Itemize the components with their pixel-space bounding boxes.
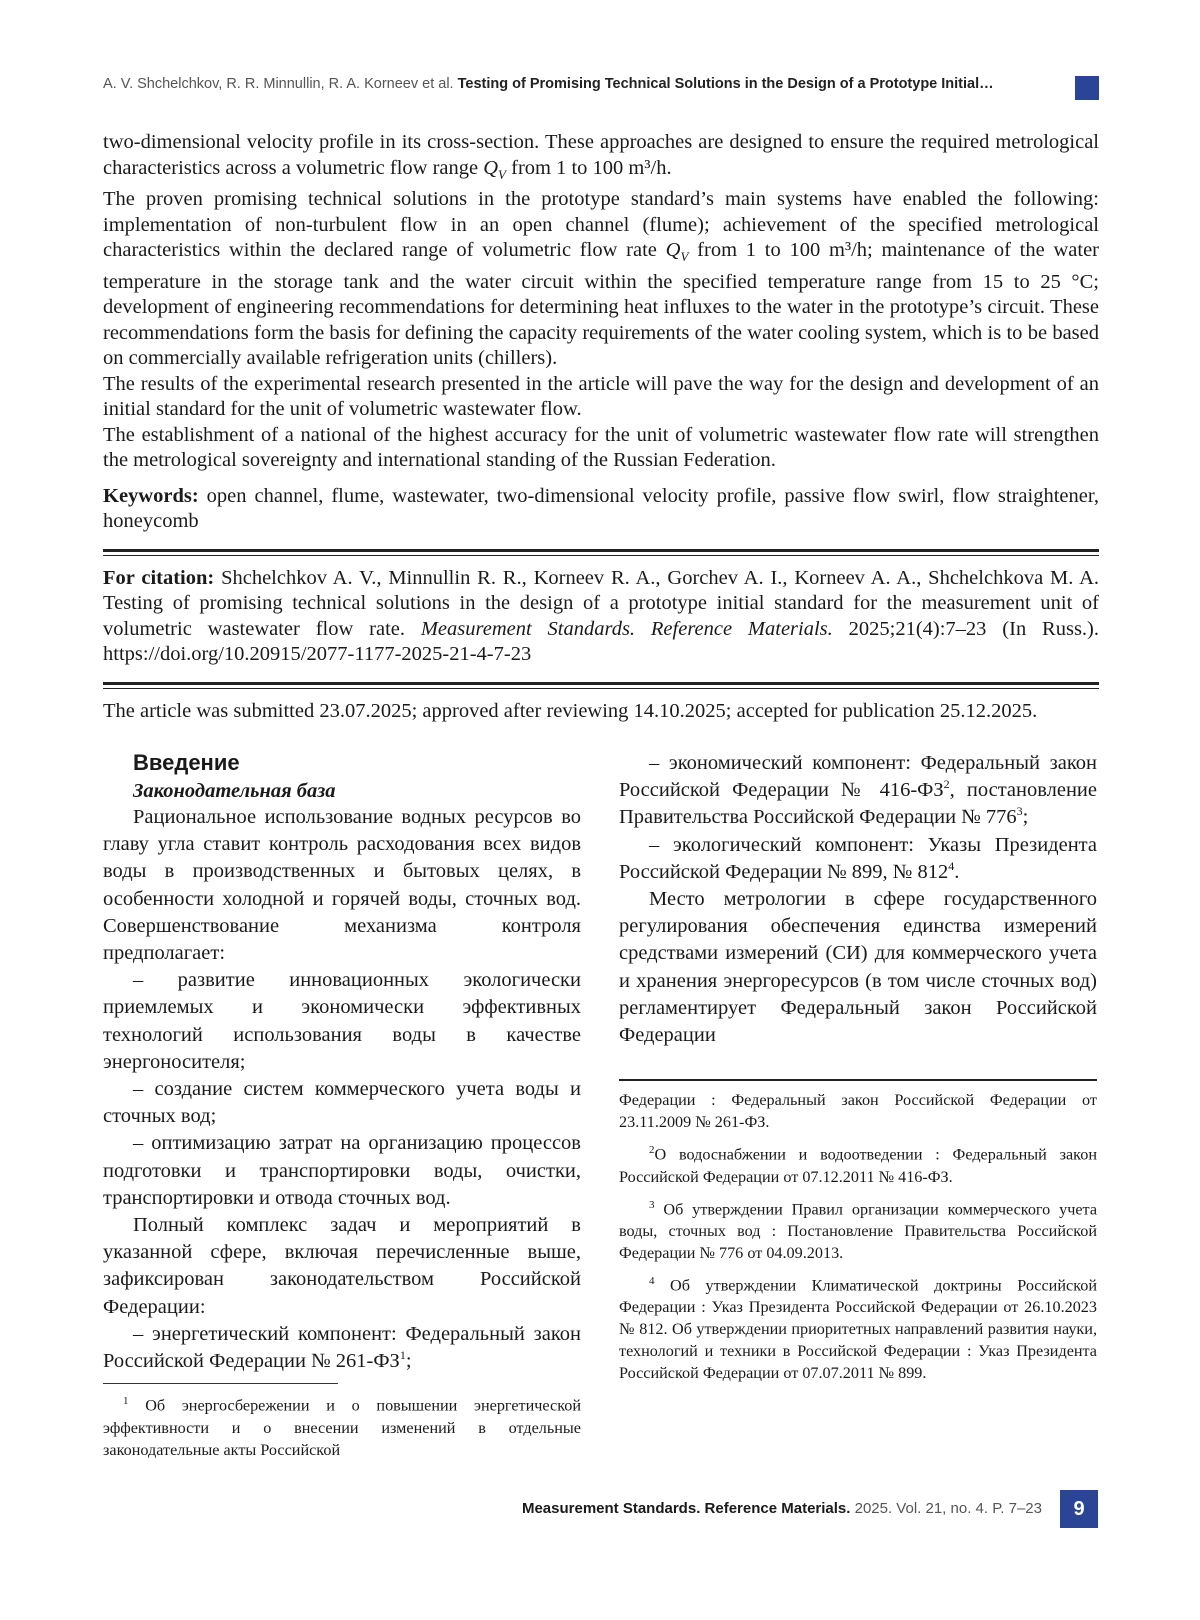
footnote-3: $^3$ Об утверждении Правил организации коммерческого учета воды, сточных вод : Постановление Правительства Российской Федерации № 776 от 04.09.2013. [619, 1198, 1097, 1263]
footnote-ref: 2 [943, 777, 950, 792]
page-number: 9 [1060, 1490, 1098, 1528]
abstract-paragraph-3: The results of the experimental research presented in the article will pave the way for the design and development of an initial standard for the unit of volumetric wastewater flow. [103, 372, 1099, 421]
subsection-heading: Законодательная база [133, 780, 336, 802]
abstract-paragraph-1: two-dimensional velocity profile in its cross-section. These approaches are designed to ensure the required metrological characteristics across a volumetric flow range $Q_V$ from 1 to 100 m³/h. [103, 131, 1099, 182]
body-paragraph: Рациональное использование водных ресурсов во главу угла ставит контроль расходования всех видов воды в производственных и бытовых целях, в особенности холодной и горячей воды, сточных вод. Совершенствование механизма контроля предполагает: [103, 806, 581, 965]
submission-dates: The article was submitted 23.07.2025; approved after reviewing 14.10.2025; accepted for publication 25.12.2025. [103, 699, 1038, 722]
footnote-1-continued: Федерации : Федеральный закон Российской Федерации от 23.11.2009 № 261-ФЗ. [619, 1091, 1097, 1132]
list-item: – оптимизацию затрат на организацию процессов подготовки и транспортировки воды, очистки, транспортировки и отвода сточных вод. [103, 1132, 581, 1209]
divider-bottom [103, 682, 1099, 689]
footnote-rule [103, 1383, 338, 1384]
keywords-label: Keywords: [103, 484, 199, 507]
section-heading: Введение [133, 750, 240, 775]
footnote-rule [619, 1079, 1097, 1081]
header-title: Testing of Promising Technical Solutions in the Design of a Prototype Initial… [457, 76, 994, 92]
list-item: – создание систем коммерческого учета воды и сточных вод; [103, 1078, 581, 1128]
footnote-4: $^4$ Об утверждении Климатической доктрины Российской Федерации : Указ Президента Российской Федерации от 26.10.2023 № 812. Об утверждении приоритетных направлений развития науки, технологий и техники в Российской Федерации : Указ Президента Российской Федерации от 07.07.2011 № 899. [619, 1275, 1097, 1383]
footnote-1: $^1$ Об энергосбережении и о повышении энергетической эффективности и о внесении изменений в отдельные законодательные акты Российской [103, 1395, 581, 1459]
citation-block: For citation: Shchelchkov A. V., Minnullin R. R., Korneev R. A., Gorchev A. I., Korneev A. A., Shchelchkova M. A. Testing of promising technical solutions in the design of a prototype initial standard for the measurement unit of volumetric wastewater flow rate. Measurement Standards. Reference Materials. 2025;21(4):7–23 (In Russ.). https://doi.org/10.20915/2077-1177-2025-21-4-7-23 [103, 566, 1099, 666]
running-footer [480, 1495, 1042, 1523]
footer-issue: 2025. Vol. 21, no. 4. P. 7–23 [850, 1500, 1042, 1517]
footnote-ref: 3 [1016, 804, 1023, 819]
body-paragraph: Место метрологии в сфере государственного регулирования обеспечения единства измерений средствами измерений (СИ) для коммерческого учета и хранения энергоресурсов (в том числе сточных вод) регламентирует Федеральный закон Российской Федерации [619, 888, 1097, 1047]
list-item: – экономический компонент: Федеральный закон Российской Федерации № $416-ФЗ^2$, постановление Правительства Российской Федерации № $776^3$; [619, 752, 1097, 829]
footnote-2: $^2$О водоснабжении и водоотведении : Федеральный закон Российской Федерации от 07.12.2011 № 416-ФЗ. [619, 1144, 1097, 1186]
keywords-text: open channel, flume, wastewater, two-dimensional velocity profile, passive flow swirl, flow straightener, honeycomb [103, 484, 1100, 533]
footnote-ref: 4 [948, 858, 955, 873]
left-column [103, 750, 581, 1461]
citation-journal: Measurement Standards. Reference Materials. [420, 617, 833, 640]
abstract-section [103, 130, 1099, 724]
list-item: – энергетический компонент: Федеральный закон Российской Федерации № $261-ФЗ^1$; [103, 1322, 581, 1373]
list-item: – экологический компонент: Указы Президента Российской Федерации № 899, № $812^4$. [619, 833, 1097, 883]
abstract-paragraph-2: The proven promising technical solutions in the prototype standard’s main systems have enabled the following: implementation of non-turbulent flow in an open channel (flume); achievement of the specified metrological characteristics within the declared range of volumetric flow rate $Q_V$ from 1 to 100 m³/h; maintenance of the water temperature in the storage tank and the water circuit within the specified temperature range from 15 to 25 °C; development of engineering recommendations for determining heat influxes to the water in the prototype’s circuit. These recommendations form the basis for defining the capacity requirements of the water cooling system, which is to be based on commercially available refrigeration units (chillers). [103, 188, 1099, 370]
footnote-ref: 1 [399, 1348, 406, 1363]
citation-label: For citation: [103, 566, 215, 589]
abstract-paragraph-4: The establishment of a national of the highest accuracy for the unit of volumetric wastewater flow rate will strengthen the metrological sovereignty and international standing of the Russian Federation. [103, 423, 1099, 472]
body-paragraph: Полный комплекс задач и мероприятий в указанной сфере, включая перечисленные выше, зафиксирован законодательством Российской Федерации: [103, 1214, 581, 1318]
divider-top [103, 549, 1099, 556]
header-accent-square [1075, 76, 1099, 100]
list-item: – развитие инновационных экологически приемлемых и экономически эффективных технологий использования воды в качестве энергоносителя; [103, 969, 581, 1073]
running-header [103, 76, 1099, 100]
header-authors: A. V. Shchelchkov, R. R. Minnullin, R. A. Korneev et al. [103, 76, 454, 92]
keywords [103, 484, 1099, 535]
footer-journal: Measurement Standards. Reference Materials. [521, 1500, 851, 1517]
right-column [619, 750, 1097, 1390]
